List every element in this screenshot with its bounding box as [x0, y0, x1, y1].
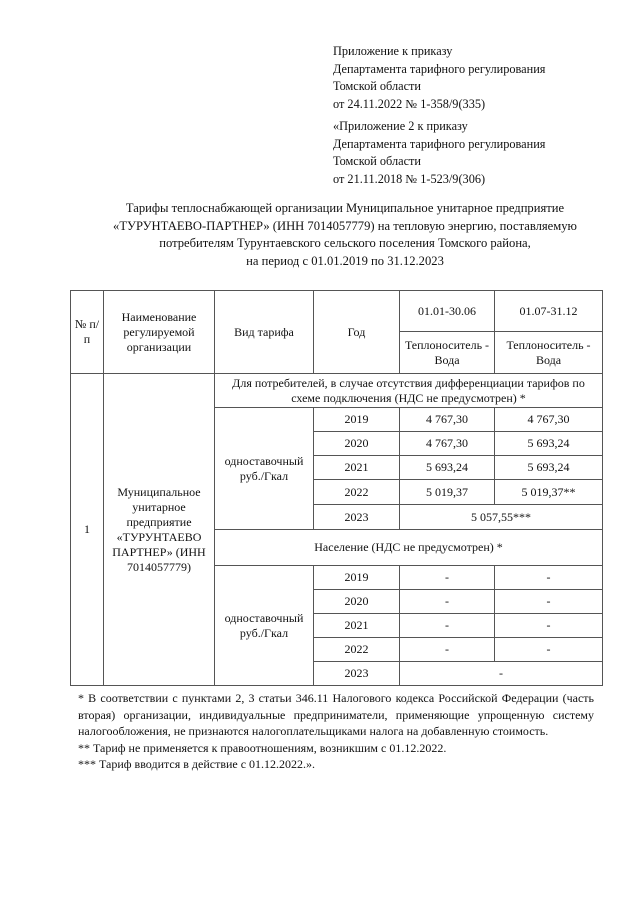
header-line: от 24.11.2022 № 1-358/9(335) — [333, 96, 486, 111]
appendix-header — [333, 118, 640, 188]
title-line: потребителям Турунтаевского сельского поселения Томского района, — [159, 236, 531, 250]
title-line: на период с 01.01.2019 по 31.12.2023 — [246, 253, 444, 268]
header-carrier1: Теплоноситель - Вода — [400, 332, 495, 374]
value-cell: 5 057,55*** — [400, 505, 603, 530]
year-cell: 2020 — [314, 590, 400, 614]
value-cell: - — [495, 566, 603, 590]
value-cell: 5 693,24 — [495, 456, 603, 480]
header-line: Департамента тарифного регулирования — [333, 61, 546, 76]
header-num: № п/п — [71, 291, 104, 374]
row-number: 1 — [71, 374, 104, 686]
header-period2: 01.07-31.12 — [495, 291, 603, 332]
year-cell: 2020 — [314, 432, 400, 456]
year-cell: 2022 — [314, 638, 400, 662]
value-cell: 4 767,30 — [495, 408, 603, 432]
year-cell: 2021 — [314, 614, 400, 638]
footnotes — [78, 690, 594, 793]
value-cell: 4 767,30 — [400, 408, 495, 432]
header-line: «Приложение 2 к приказу — [333, 119, 468, 133]
value-cell: - — [400, 662, 603, 686]
header-line: от 21.11.2018 № 1-523/9(306) — [333, 171, 486, 186]
value-cell: 5 693,24 — [400, 456, 495, 480]
footnote: *** Тариф вводится в действие с 01.12.2022.». — [78, 757, 316, 771]
value-cell: - — [495, 638, 603, 662]
header-period1: 01.01-30.06 — [400, 291, 495, 332]
year-cell: 2021 — [314, 456, 400, 480]
header-carrier2: Теплоноситель - Вода — [495, 332, 603, 374]
header-line: Томской области — [333, 154, 421, 168]
value-cell: 4 767,30 — [400, 432, 495, 456]
document-title — [60, 200, 630, 270]
year-cell: 2023 — [314, 505, 400, 530]
section-label: Для потребителей, в случае отсутствия дифференциации тарифов по схеме подключения (НДС не предусмотрен) * — [215, 374, 603, 408]
value-cell: 5 693,24 — [495, 432, 603, 456]
order-attachment-header — [333, 43, 640, 113]
footnote: ** Тариф не применяется к правоотношениям, возникшим с 01.12.2022. — [78, 740, 447, 755]
value-cell: 5 019,37 — [400, 480, 495, 505]
header-type: Вид тарифа — [215, 291, 314, 374]
tariff-table — [70, 290, 603, 686]
footnote: * В соответствии с пунктами 2, 3 статьи 346.11 Налогового кодекса Российской Федерации (часть вторая) организации, индивидуальные предприниматели, применяющие упрощенную систему налогообложения, не признаются налогоплательщиками налога на добавленную стоимость. — [78, 691, 594, 738]
value-cell: - — [400, 614, 495, 638]
section-label: Население (НДС не предусмотрен) * — [215, 530, 603, 566]
value-cell: - — [400, 566, 495, 590]
value-cell: - — [400, 590, 495, 614]
title-line: Тарифы теплоснабжающей организации Муниципальное унитарное предприятие — [125, 201, 565, 215]
value-cell: - — [495, 590, 603, 614]
value-cell: - — [495, 614, 603, 638]
value-cell: 5 019,37** — [495, 480, 603, 505]
header-line: Приложение к приказу — [333, 44, 453, 58]
header-year: Год — [314, 291, 400, 374]
header-line: Томской области — [333, 79, 421, 93]
org-name: Муниципальное унитарное предприятие «ТУРУНТАЕВО ПАРТНЕР» (ИНН 7014057779) — [104, 374, 215, 686]
year-cell: 2019 — [314, 566, 400, 590]
tariff-type: одноставочный руб./Гкал — [215, 408, 314, 530]
value-cell: - — [400, 638, 495, 662]
year-cell: 2023 — [314, 662, 400, 686]
header-org: Наименование регулируемой организации — [104, 291, 215, 374]
header-line: Департамента тарифного регулирования — [333, 136, 546, 151]
year-cell: 2022 — [314, 480, 400, 505]
tariff-type: одноставочный руб./Гкал — [215, 566, 314, 686]
year-cell: 2019 — [314, 408, 400, 432]
title-line: «ТУРУНТАЕВО-ПАРТНЕР» (ИНН 7014057779) на тепловую энергию, поставляемую — [113, 218, 577, 233]
